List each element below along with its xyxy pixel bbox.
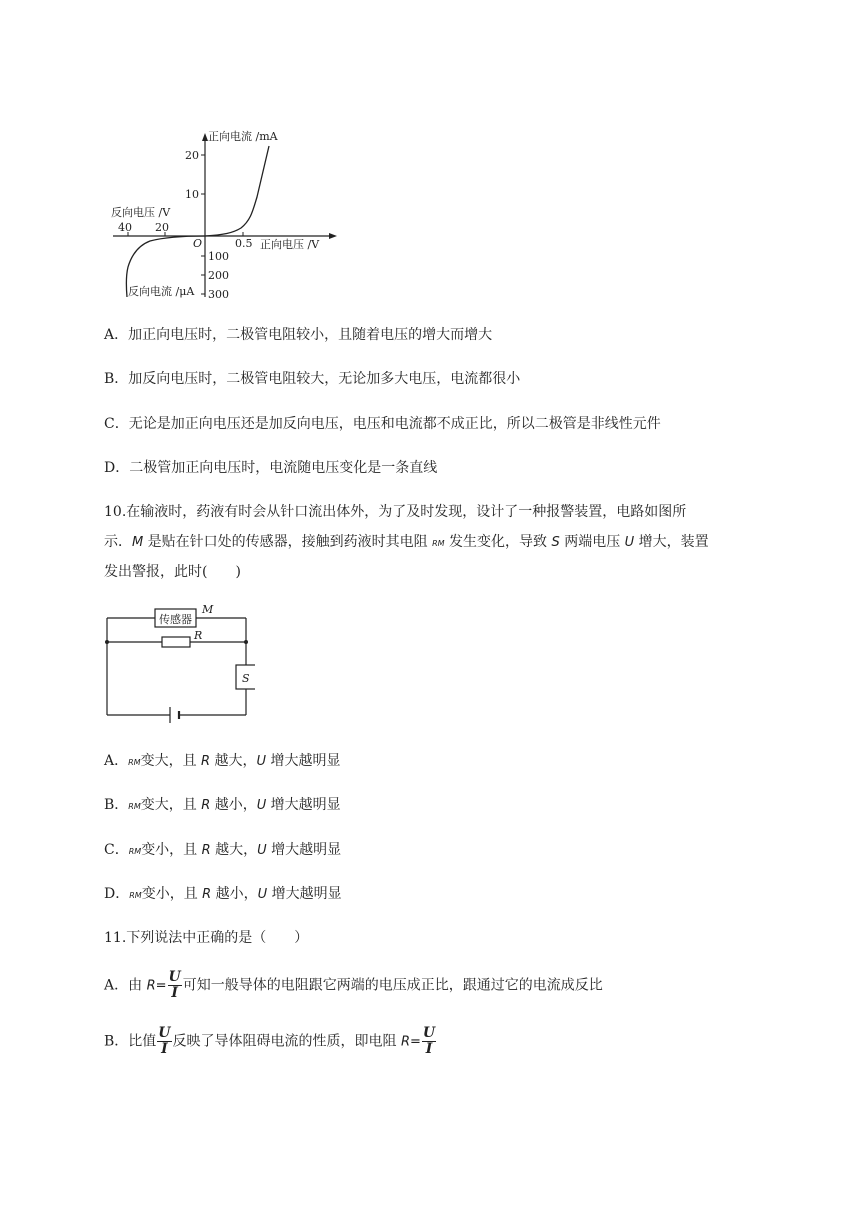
q9-option-d [104,458,437,478]
sensor-label: 传感器 [159,613,192,626]
x-tick-0.5: 0.5 [235,237,253,250]
q10-option-b: B．RM变大，且 R 越小，U 增大越明显 [104,797,341,813]
x-neg-label: 反向电压 /V [111,206,171,219]
y-pos-label: 正向电流 /mA [208,130,278,143]
q9-option-c [104,414,661,434]
option-text: 加反向电压时，二极管电阻较大，无论加多大电压，电流都很小 [128,371,521,387]
sub-RM: RM [432,539,445,548]
fraction-u-over-i: $\frac{U}{I}$ [158,1025,171,1057]
sub-RM: RM [128,847,142,856]
fraction-u-over-i: $\frac{U}{I}$ [168,969,181,1001]
option-text: 二极管加正向电压时，电流随电压变化是一条直线 [129,460,438,476]
q10-option-d: D．RM变小，且 R 越小，U 增大越明显 [104,886,342,902]
resistor-R [162,637,190,647]
option-letter: B． [104,371,129,387]
alarm-circuit-diagram [100,602,255,724]
option-letter: A． [104,327,129,343]
q11-option-b: B．比值 $\frac{U}{I}$ 反映了导体阻碍电流的性质，即电阻 R= $\frac{U}{I}$ [104,1025,436,1057]
sub-RM: RM [128,758,141,767]
q10-option-c: C．RM变小，且 R 越大，U 增大越明显 [104,842,342,858]
var-U: U [624,535,635,550]
option-letter: D． [104,460,130,476]
y-tick-20: 20 [185,149,199,162]
diode-iv-graph [105,125,345,305]
q10-stem-line2: 示．M 是贴在针口处的传感器，接触到药液时其电阻 RM 发生变化，导致 S 两端电压 U 增大，装置 [104,534,709,550]
x-tick-20: 20 [155,221,169,234]
resistor-R-label: R [194,629,203,642]
sub-RM: RM [128,802,141,811]
q10-stem-line3: 发出警报，此时( ) [104,564,241,580]
q9-option-a [104,325,492,345]
y-neg-label: 反向电流 /μA [128,285,195,298]
option-letter: C． [104,416,129,432]
y-tick-300: 300 [208,288,229,301]
sub-RM: RM [129,891,142,900]
option-text: 无论是加正向电压还是加反向电压，电压和电流都不成正比，所以二极管是非线性元件 [128,416,661,432]
q10-option-a: A．RM变大，且 R 越大，U 增大越明显 [104,753,341,769]
var-S: S [551,535,560,550]
x-tick-40: 40 [118,221,132,234]
x-pos-label: 正向电压 /V [260,238,320,251]
alarm-S-label: S [242,672,250,685]
option-text: 加正向电压时，二极管电阻较小，且随着电压的增大而增大 [128,327,493,343]
forward-curve [205,146,269,236]
sensor-M-label: M [202,603,214,616]
q10-stem-line1: 10.在输液时，药液有时会从针口流出体外，为了及时发现，设计了一种报警装置，电路如图所 [104,504,687,520]
graph-x-arrow [329,233,337,239]
y-tick-100: 100 [208,250,229,263]
fraction-u-over-i: $\frac{U}{I}$ [422,1025,436,1057]
y-tick-10: 10 [185,188,199,201]
y-tick-200: 200 [208,269,229,282]
origin-label: O [193,237,203,250]
var-M: M [132,535,144,550]
q11-stem: 11.下列说法中正确的是（ ） [104,930,309,946]
q9-option-b [104,369,520,389]
q11-option-a: A．由 R= $\frac{U}{I}$ 可知一般导体的电阻跟它两端的电压成正比，跟通过它的电流成反比 [104,969,603,1001]
